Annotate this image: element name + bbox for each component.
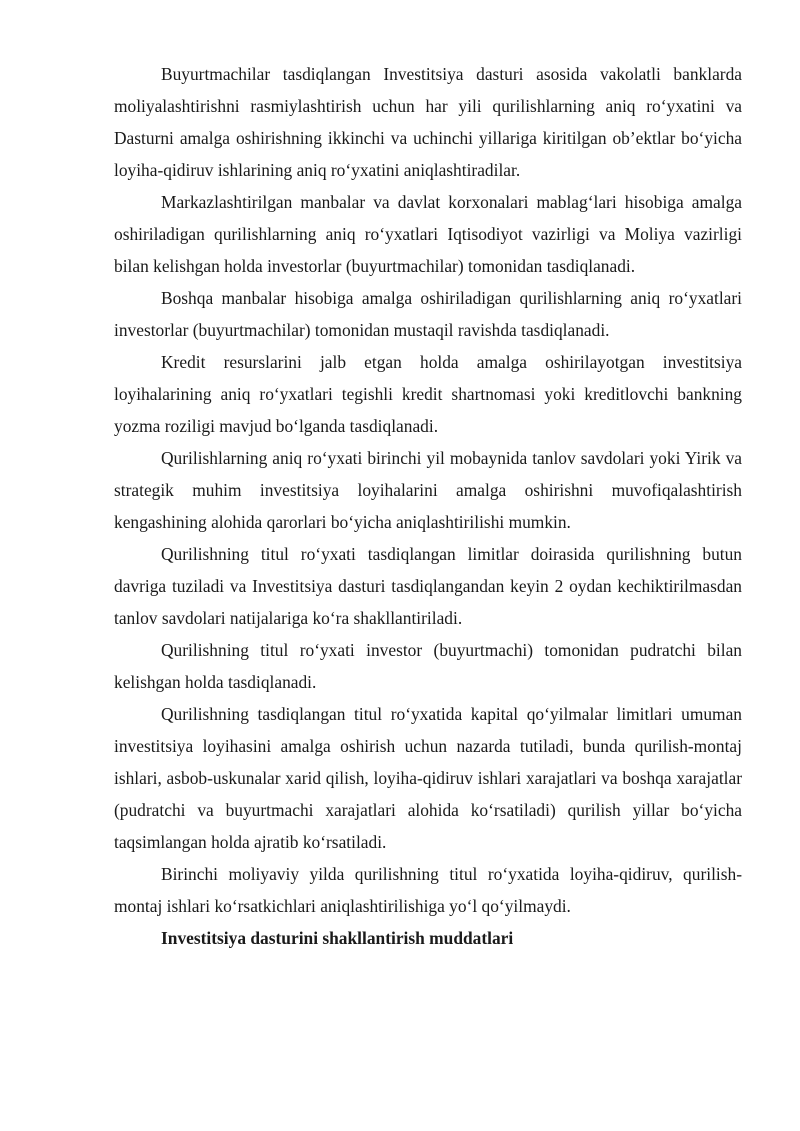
paragraph-7: Qurilishning titul ro‘yxati investor (buyurtmachi) tomonidan pudratchi bilan kelishgan holda tasdiqlanadi.: [114, 640, 742, 692]
paragraph-8: Qurilishning tasdiqlangan titul ro‘yxatida kapital qo‘yilmalar limitlari umuman investitsiya loyihasini amalga oshirish uchun nazarda tutiladi, bunda qurilish-montaj ishlari, asbob-uskunalar xarid qilish, loyiha-qidiruv ishlari xarajatlari va boshqa xarajatlar (pudratchi va buyurtmachi xarajatlari alohida ko‘rsatiladi) qurilish yillar bo‘yicha taqsimlangan holda ajratib ko‘rsatiladi.: [114, 704, 742, 852]
paragraph-1: Buyurtmachilar tasdiqlangan Investitsiya dasturi asosida vakolatli banklarda moliyalashtirishni rasmiylashtirish uchun har yili qurilishlarning aniq ro‘yxatini va Dasturni amalga oshirishning ikkinchi va uchinchi yillariga kiritilgan ob’ektlar bo‘yicha loyiha-qidiruv ishlarining aniq ro‘yxatini aniqlashtiradilar.: [114, 64, 742, 180]
paragraph-5: Qurilishlarning aniq ro‘yxati birinchi yil mobaynida tanlov savdolari yoki Yirik va strategik muhim investitsiya loyihalarini amalga oshirishni muvofiqalashtirish kengashining alohida qarorlari bo‘yicha aniqlashtirilishi mumkin.: [114, 448, 742, 532]
paragraph-9: Birinchi moliyaviy yilda qurilishning titul ro‘yxatida loyiha-qidiruv, qurilish-montaj ishlari ko‘rsatkichlari aniqlashtirilishiga yo‘l qo‘yilmaydi.: [114, 864, 742, 916]
section-heading: Investitsiya dasturini shakllantirish muddatlari: [161, 928, 514, 948]
paragraph-3: Boshqa manbalar hisobiga amalga oshiriladigan qurilishlarning aniq ro‘yxatlari investorlar (buyurtmachilar) tomonidan mustaqil ravishda tasdiqlanadi.: [114, 288, 742, 340]
paragraph-4: Kredit resurslarini jalb etgan holda amalga oshirilayotgan investitsiya loyihalarining aniq ro‘yxatlari tegishli kredit shartnomasi yoki kreditlovchi bankning yozma roziligi mavjud bo‘lganda tasdiqlanadi.: [114, 352, 742, 436]
paragraph-6: Qurilishning titul ro‘yxati tasdiqlangan limitlar doirasida qurilishning butun davriga tuziladi va Investitsiya dasturi tasdiqlangandan keyin 2 oydan kechiktirilmasdan tanlov savdolari natijalariga ko‘ra shakllantiriladi.: [114, 544, 742, 628]
document-page: [114, 58, 742, 954]
paragraph-2: Markazlashtirilgan manbalar va davlat korxonalari mablag‘lari hisobiga amalga oshiriladigan qurilishlarning aniq ro‘yxatlari Iqtisodiyot vazirligi va Moliya vazirligi bilan kelishgan holda investorlar (buyurtmachilar) tomonidan tasdiqlanadi.: [114, 192, 742, 276]
